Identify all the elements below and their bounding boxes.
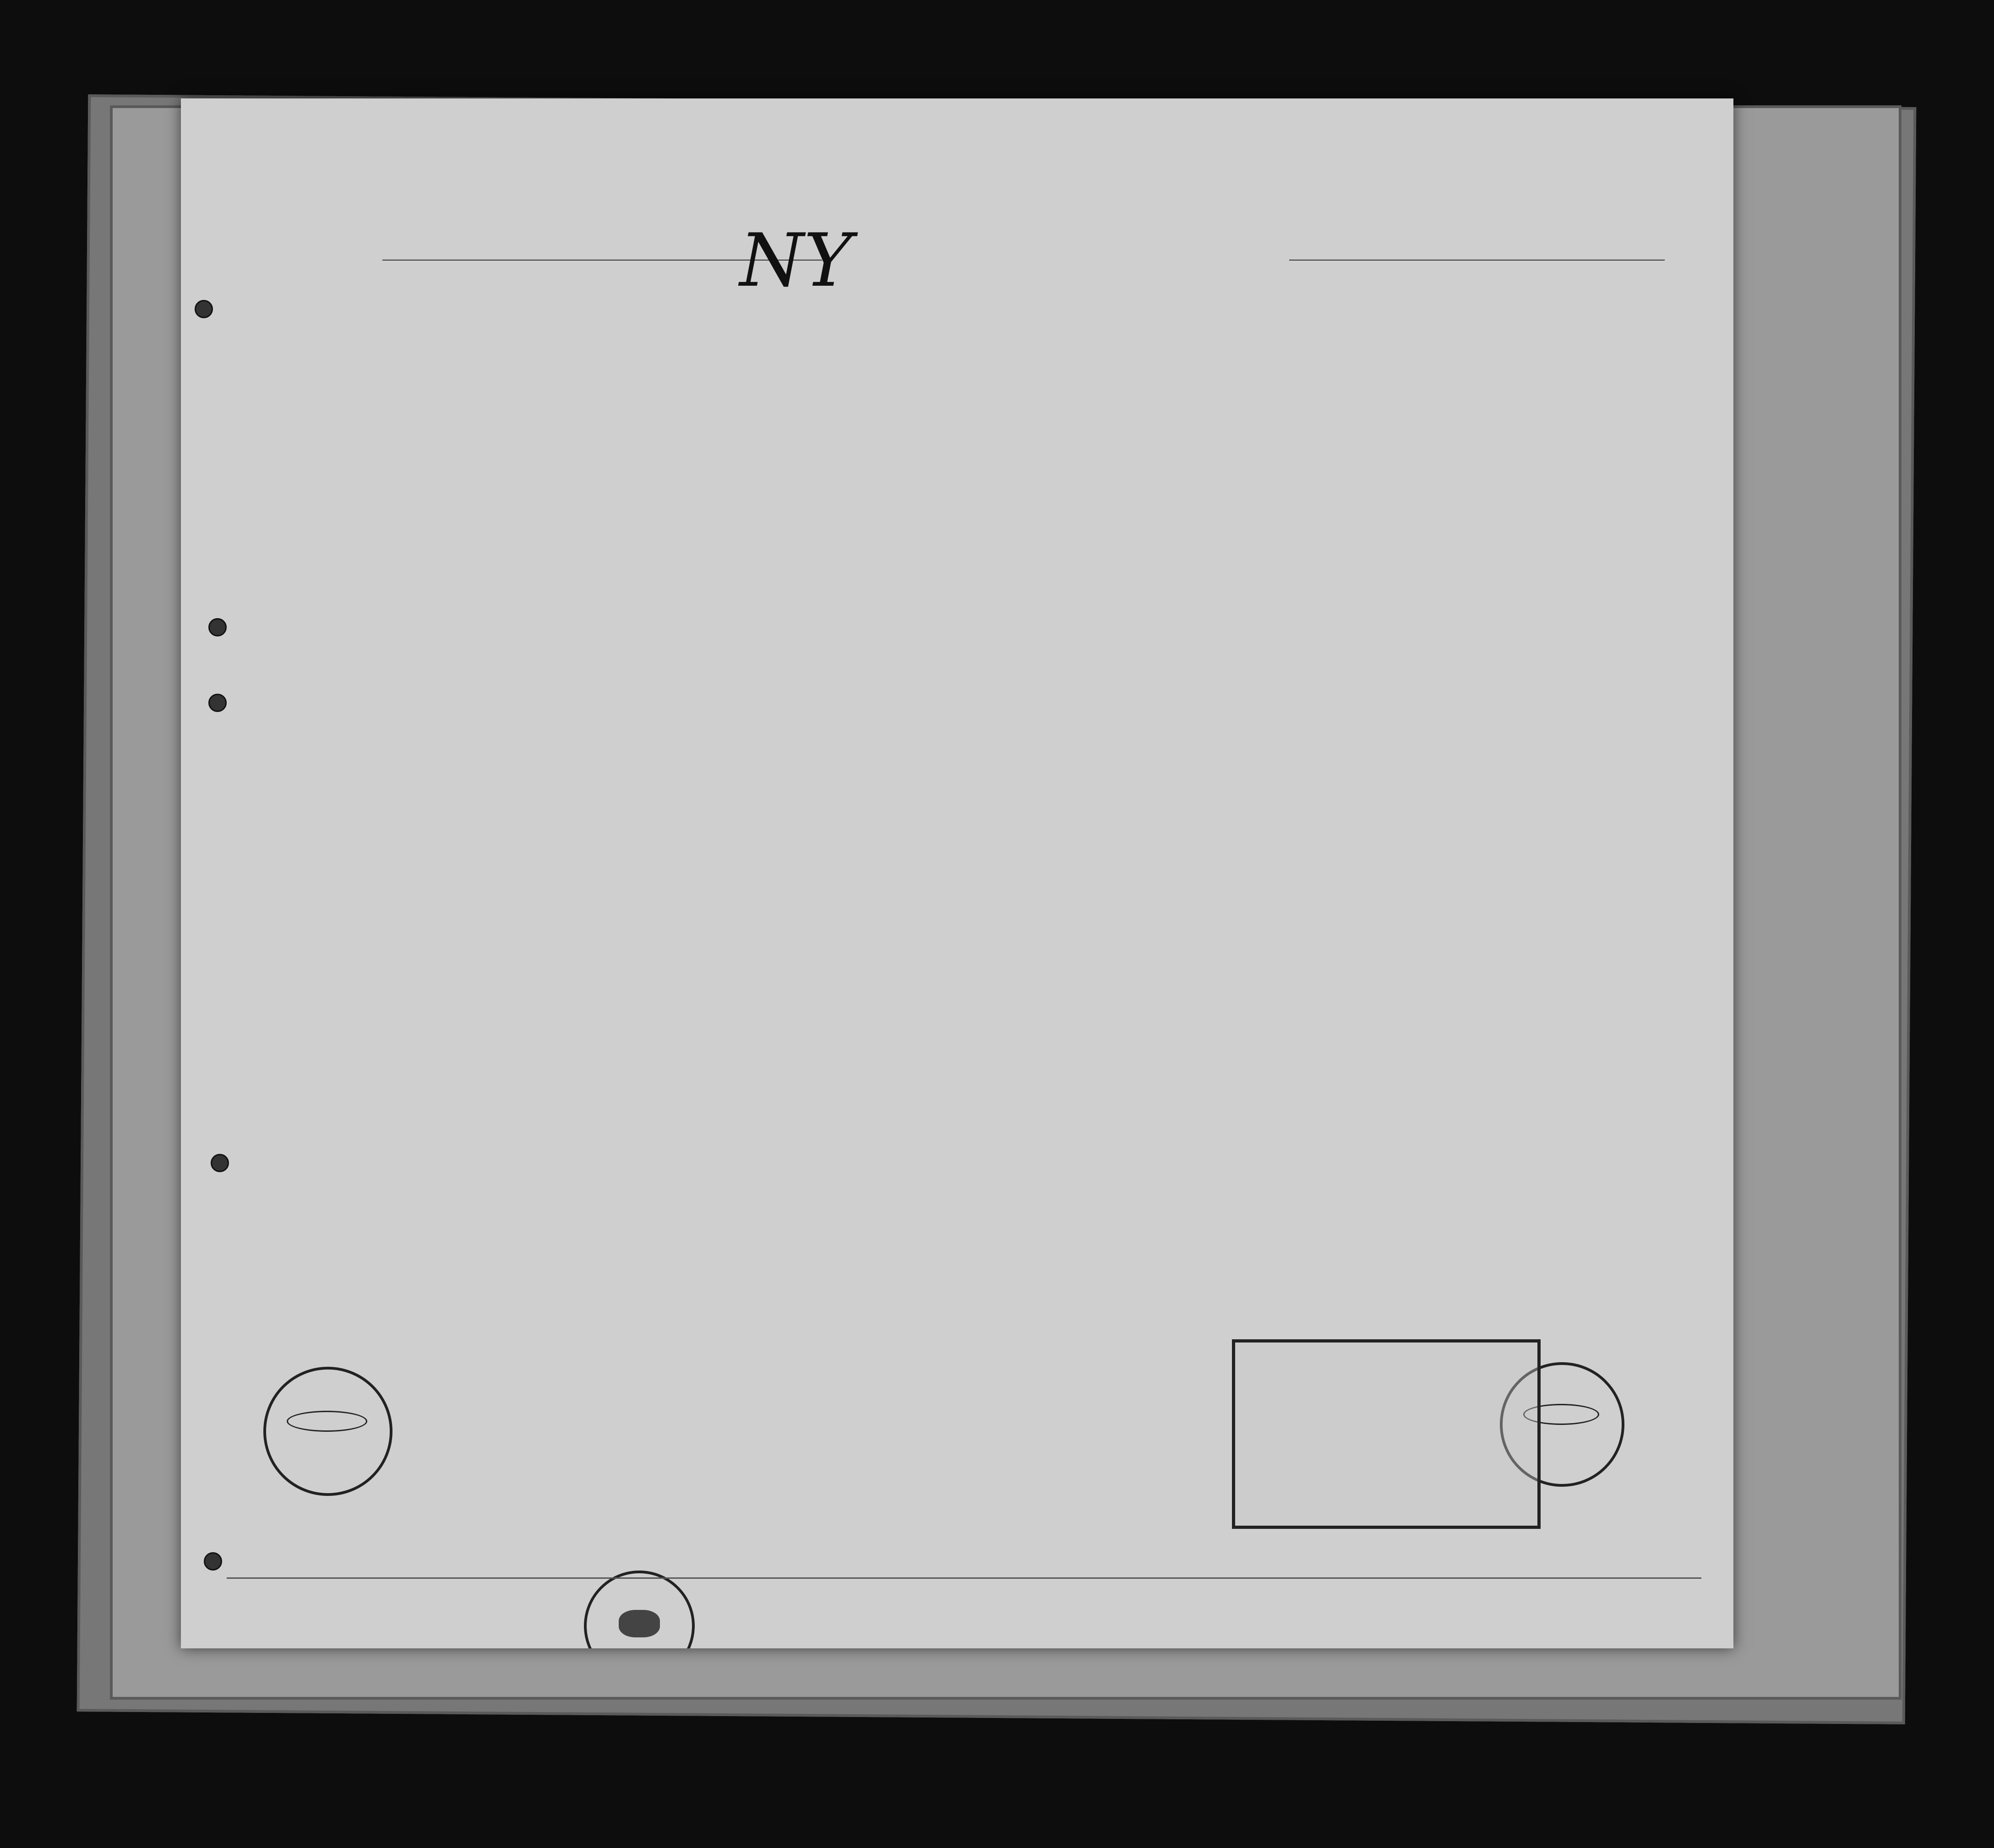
cristobal-port-stamp-left: [263, 1367, 392, 1496]
american-consulate-seal: [584, 1571, 695, 1648]
binder-hole: [211, 1154, 229, 1172]
binder-hole: [204, 1552, 222, 1571]
binder-hole: [208, 618, 227, 636]
eagle-emblem-icon: [619, 1610, 660, 1637]
binder-hole: [195, 300, 213, 318]
manifest-sheet: [181, 98, 1733, 1648]
handwritten-ny-mark: NY: [740, 217, 852, 303]
binder-hole: [208, 694, 227, 712]
bureau-shipping-commissioner-stamp: [1232, 1339, 1541, 1529]
